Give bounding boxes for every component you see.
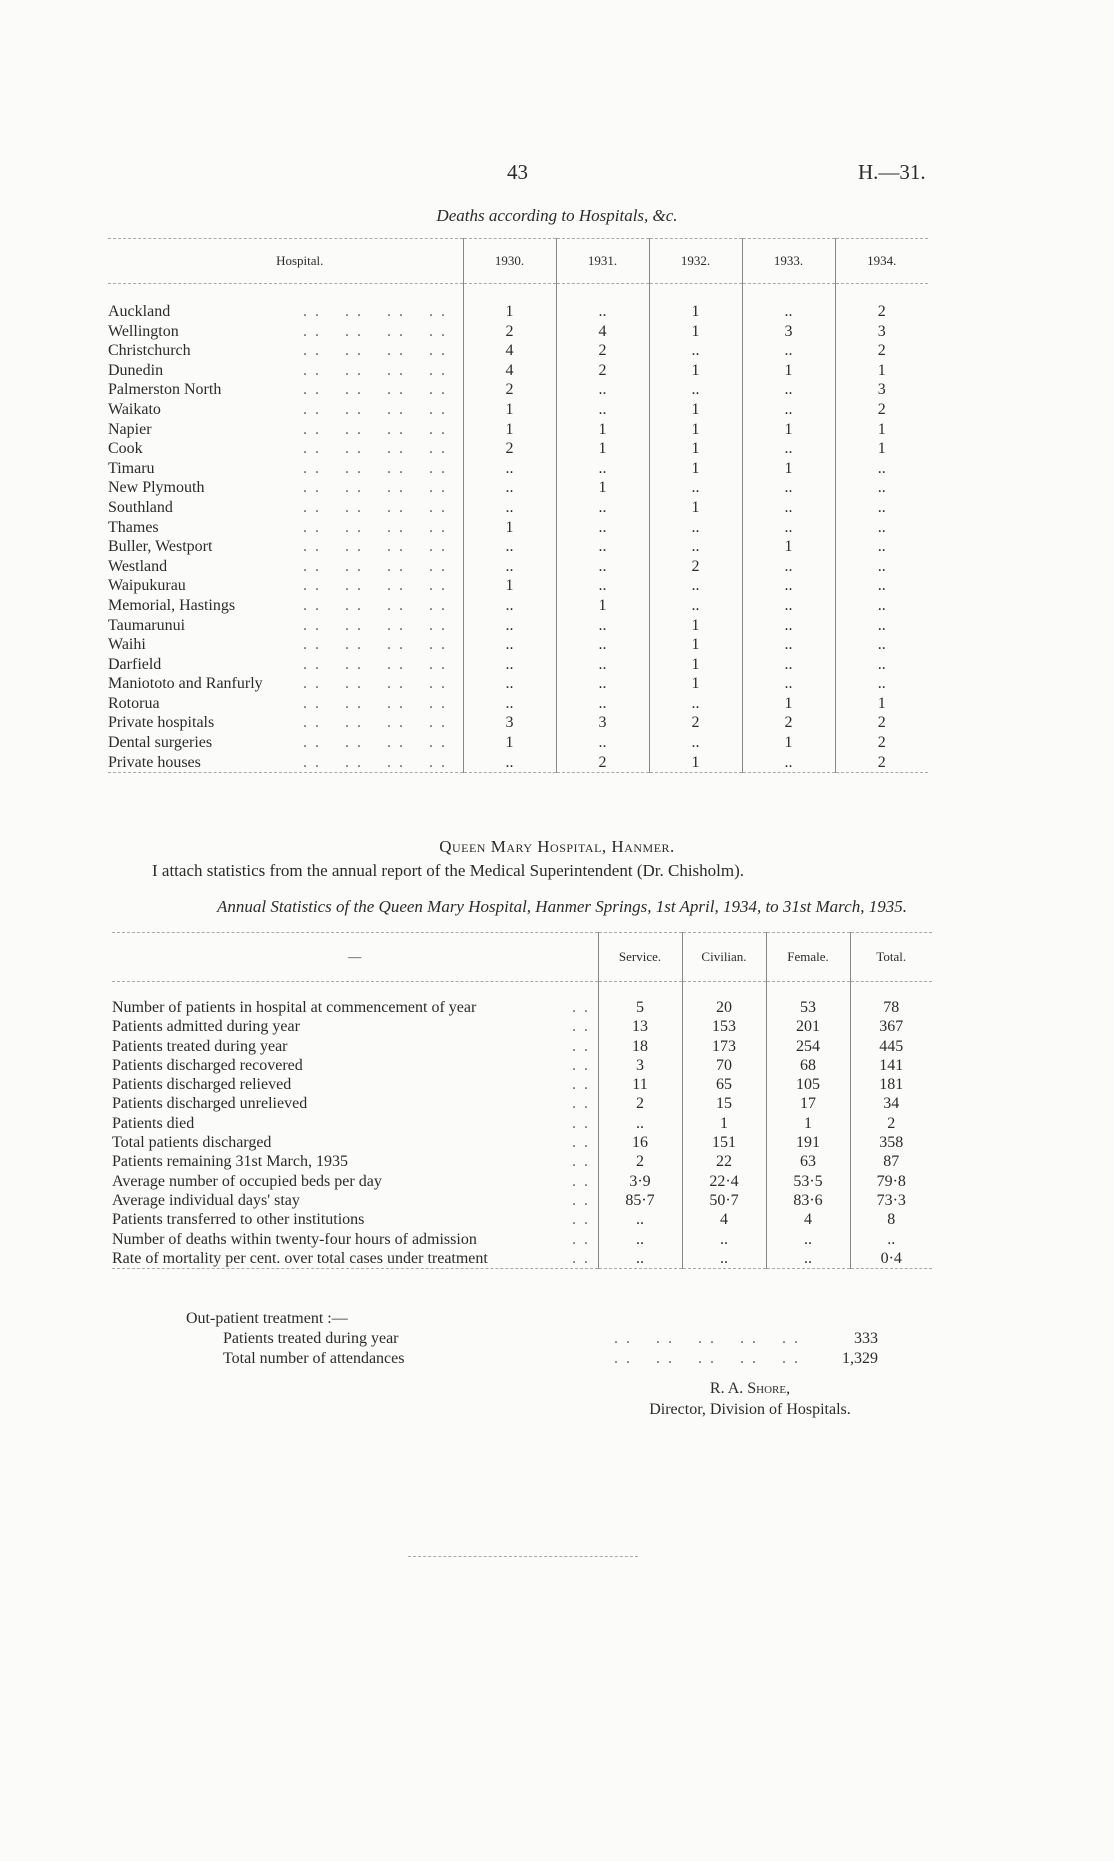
table-row: Maniototo and Ranfurly . . . . . . . . .. .. 1 .. .. <box>108 674 928 694</box>
death-count: .. <box>556 674 649 694</box>
death-count: .. <box>835 596 928 616</box>
stat-value: 87 <box>850 1152 932 1171</box>
death-count: .. <box>835 635 928 655</box>
col-service: Service. <box>598 933 682 982</box>
death-count: .. <box>742 380 835 400</box>
death-count: 1 <box>463 400 556 420</box>
col-female: Female. <box>766 933 850 982</box>
stat-value: 17 <box>766 1094 850 1113</box>
deaths-table <box>108 238 928 785</box>
death-count: 2 <box>649 713 742 733</box>
table-row: Waihi . . . . . . . . .. .. 1 .. .. <box>108 635 928 655</box>
stat-label: Number of deaths within twenty-four hours of admission <box>112 1230 477 1248</box>
table-row: Average individual days' stay . . 85·7 50·7 83·6 73·3 <box>112 1191 932 1210</box>
death-count: .. <box>742 341 835 361</box>
stat-value: 4 <box>766 1210 850 1229</box>
page-number: 43 <box>507 160 528 184</box>
end-rule <box>408 1556 638 1557</box>
death-count: .. <box>742 400 835 420</box>
death-count: 1 <box>649 361 742 381</box>
death-count: .. <box>649 733 742 753</box>
death-count: 2 <box>835 284 928 322</box>
death-count: .. <box>649 380 742 400</box>
table-row: Patients admitted during year . . 13 153 201 367 <box>112 1017 932 1036</box>
death-count: .. <box>835 459 928 479</box>
death-count: 2 <box>556 341 649 361</box>
death-count: 1 <box>649 753 742 773</box>
stat-label: Patients discharged relieved <box>112 1076 292 1094</box>
stat-value: .. <box>766 1230 850 1249</box>
death-count: 1 <box>742 420 835 440</box>
hospital-name: Memorial, Hastings <box>108 596 236 614</box>
death-count: .. <box>742 498 835 518</box>
death-count: .. <box>742 596 835 616</box>
death-count: 2 <box>463 439 556 459</box>
table-row: Thames . . . . . . . . 1 .. .. .. .. <box>108 518 928 538</box>
stat-value: 151 <box>682 1133 766 1152</box>
death-count: .. <box>649 694 742 714</box>
death-count: .. <box>463 674 556 694</box>
death-count: 1 <box>835 420 928 440</box>
stat-value: 173 <box>682 1037 766 1056</box>
death-count: 2 <box>742 713 835 733</box>
death-count: .. <box>742 655 835 675</box>
death-count: .. <box>742 635 835 655</box>
stat-value: 20 <box>682 982 766 1018</box>
table-row: Total patients discharged . . 16 151 191 358 <box>112 1133 932 1152</box>
hospital-name: Dunedin <box>108 361 164 379</box>
table-row: Timaru . . . . . . . . .. .. 1 1 .. <box>108 459 928 479</box>
death-count: 1 <box>556 478 649 498</box>
stat-value: 34 <box>850 1094 932 1113</box>
death-count: .. <box>463 753 556 773</box>
death-count: 1 <box>556 420 649 440</box>
death-count: 1 <box>649 420 742 440</box>
death-count: .. <box>649 537 742 557</box>
table-row: Wellington . . . . . . . . 2 4 1 3 3 <box>108 322 928 342</box>
stat-label: Average individual days' stay <box>112 1191 300 1209</box>
hospital-name: Waikato <box>108 400 161 418</box>
stat-value: 2 <box>850 1114 932 1133</box>
death-count: 1 <box>556 596 649 616</box>
death-count: .. <box>463 537 556 557</box>
table-row: Private hospitals . . . . . . . . 3 3 2 2 2 <box>108 713 928 733</box>
stat-label: Number of patients in hospital at commencement of year <box>112 999 477 1016</box>
death-count: 1 <box>649 322 742 342</box>
stats-header-row <box>112 933 932 982</box>
stat-value: 367 <box>850 1017 932 1036</box>
death-count: 1 <box>463 733 556 753</box>
table-row: Number of deaths within twenty-four hours of admission . . .. .. .. .. <box>112 1230 932 1249</box>
stats-table <box>112 932 932 1281</box>
stat-value: 79·8 <box>850 1172 932 1191</box>
death-count: .. <box>463 635 556 655</box>
death-count: .. <box>556 284 649 322</box>
death-count: .. <box>556 635 649 655</box>
death-count: .. <box>835 655 928 675</box>
stat-value: 11 <box>598 1075 682 1094</box>
hospital-name: Private houses <box>108 753 201 771</box>
death-count: .. <box>835 498 928 518</box>
death-count: .. <box>463 498 556 518</box>
death-count: 1 <box>649 498 742 518</box>
stat-value: 50·7 <box>682 1191 766 1210</box>
stat-value: 105 <box>766 1075 850 1094</box>
stat-value: 2 <box>598 1094 682 1113</box>
death-count: .. <box>649 478 742 498</box>
death-count: .. <box>463 694 556 714</box>
hospital-name: Waipukurau <box>108 577 186 595</box>
death-count: 1 <box>742 361 835 381</box>
table-row: Waipukurau . . . . . . . . 1 .. .. .. .. <box>108 576 928 596</box>
outpatient-value: 333 <box>854 1330 878 1347</box>
hospital-name: Christchurch <box>108 342 191 360</box>
stat-value: 191 <box>766 1133 850 1152</box>
death-count: 3 <box>835 322 928 342</box>
table-row: New Plymouth . . . . . . . . .. 1 .. .. .. <box>108 478 928 498</box>
stat-value: 3 <box>598 1056 682 1075</box>
stat-value: .. <box>682 1249 766 1269</box>
stat-value: 18 <box>598 1037 682 1056</box>
stat-value: 22·4 <box>682 1172 766 1191</box>
table-row: Patients died . . .. 1 1 2 <box>112 1114 932 1133</box>
stat-value: 153 <box>682 1017 766 1036</box>
death-count: .. <box>835 616 928 636</box>
death-count: .. <box>463 655 556 675</box>
stat-value: 22 <box>682 1152 766 1171</box>
death-count: 2 <box>835 733 928 753</box>
death-count: .. <box>742 576 835 596</box>
table-row: Taumarunui . . . . . . . . .. .. 1 .. .. <box>108 616 928 636</box>
table-row: Napier . . . . . . . . 1 1 1 1 1 <box>108 420 928 440</box>
table-row: Waikato . . . . . . . . 1 .. 1 .. 2 <box>108 400 928 420</box>
stat-value: 5 <box>598 982 682 1018</box>
table-row: Patients discharged recovered . . 3 70 68 141 <box>112 1056 932 1075</box>
death-count: 2 <box>463 380 556 400</box>
signature-name: R. A. Shore, <box>709 1380 791 1397</box>
death-count: 2 <box>835 713 928 733</box>
death-count: .. <box>742 753 835 773</box>
death-count: 2 <box>835 341 928 361</box>
stat-value: 83·6 <box>766 1191 850 1210</box>
death-count: .. <box>649 576 742 596</box>
death-count: .. <box>463 596 556 616</box>
death-count: .. <box>649 518 742 538</box>
death-count: .. <box>556 498 649 518</box>
death-count: .. <box>742 557 835 577</box>
stat-value: 141 <box>850 1056 932 1075</box>
stat-value: 15 <box>682 1094 766 1113</box>
death-count: 3 <box>835 380 928 400</box>
death-count: .. <box>742 439 835 459</box>
death-count: 1 <box>835 694 928 714</box>
death-count: 1 <box>463 284 556 322</box>
death-count: 1 <box>742 694 835 714</box>
stat-value: 445 <box>850 1037 932 1056</box>
stat-value: 358 <box>850 1133 932 1152</box>
hospital-name: Maniototo and Ranfurly <box>108 675 263 693</box>
hospital-name: Napier <box>108 420 152 438</box>
death-count: .. <box>742 478 835 498</box>
death-count: 1 <box>649 616 742 636</box>
stat-value: 3·9 <box>598 1172 682 1191</box>
stat-value: .. <box>850 1230 932 1249</box>
death-count: 3 <box>742 322 835 342</box>
outpatient-label: Patients treated during year <box>223 1330 399 1347</box>
stat-value: 1 <box>766 1114 850 1133</box>
death-count: .. <box>835 537 928 557</box>
col-description: — <box>348 949 362 964</box>
table-row: Dental surgeries . . . . . . . . 1 .. .. 1 2 <box>108 733 928 753</box>
death-count: 1 <box>463 576 556 596</box>
death-count: .. <box>556 576 649 596</box>
stat-value: 53 <box>766 982 850 1018</box>
outpatient-value: 1,329 <box>842 1350 878 1367</box>
stat-value: 53·5 <box>766 1172 850 1191</box>
hospital-name: Palmerston North <box>108 381 222 399</box>
table-row: Cook . . . . . . . . 2 1 1 .. 1 <box>108 439 928 459</box>
death-count: 1 <box>463 420 556 440</box>
stat-value: .. <box>598 1230 682 1249</box>
report-reference: H.—31. <box>858 160 926 184</box>
stat-value: 4 <box>682 1210 766 1229</box>
stat-label: Average number of occupied beds per day <box>112 1172 382 1190</box>
stat-value: .. <box>598 1210 682 1229</box>
death-count: .. <box>742 284 835 322</box>
col-1930: 1930. <box>463 239 556 284</box>
death-count: .. <box>556 400 649 420</box>
death-count: .. <box>649 596 742 616</box>
stat-value: 201 <box>766 1017 850 1036</box>
hospital-name: Darfield <box>108 655 162 673</box>
death-count: 4 <box>463 361 556 381</box>
stat-label: Patients transferred to other institutions <box>112 1211 365 1229</box>
death-count: .. <box>463 616 556 636</box>
stat-label: Rate of mortality per cent. over total cases under treatment <box>112 1249 488 1267</box>
table-row: Patients discharged unrelieved . . 2 15 17 34 <box>112 1094 932 1113</box>
outpatient-row: Total number of attendances . . . . . . . . . . 1,329 <box>223 1350 878 1367</box>
col-1934: 1934. <box>835 239 928 284</box>
death-count: .. <box>556 616 649 636</box>
col-1931: 1931. <box>556 239 649 284</box>
death-count: 1 <box>742 459 835 479</box>
stat-label: Patients treated during year <box>112 1037 288 1055</box>
hospital-name: Cook <box>108 440 143 458</box>
table-row: Patients treated during year . . 18 173 254 445 <box>112 1037 932 1056</box>
death-count: .. <box>556 694 649 714</box>
stat-label: Total patients discharged <box>112 1134 272 1152</box>
death-count: 1 <box>649 400 742 420</box>
death-count: 3 <box>556 713 649 733</box>
col-total: Total. <box>850 933 932 982</box>
table-row: Dunedin . . . . . . . . 4 2 1 1 1 <box>108 361 928 381</box>
col-civilian: Civilian. <box>682 933 766 982</box>
stat-value: .. <box>682 1230 766 1249</box>
death-count: 1 <box>649 439 742 459</box>
death-count: .. <box>835 478 928 498</box>
stat-label: Patients discharged unrelieved <box>112 1095 308 1113</box>
stat-label: Patients remaining 31st March, 1935 <box>112 1153 348 1171</box>
stat-value: 78 <box>850 982 932 1018</box>
stat-value: 65 <box>682 1075 766 1094</box>
table-row: Patients discharged relieved . . 11 65 105 181 <box>112 1075 932 1094</box>
death-count: .. <box>835 674 928 694</box>
death-count: 4 <box>463 341 556 361</box>
death-count: 1 <box>835 439 928 459</box>
outpatient-row: Patients treated during year . . . . . . . . . . 333 <box>223 1330 878 1347</box>
table-row: Westland . . . . . . . . .. .. 2 .. .. <box>108 557 928 577</box>
death-count: 2 <box>556 361 649 381</box>
hospital-name: Waihi <box>108 636 146 654</box>
hospital-name: Thames <box>108 518 159 536</box>
hospital-name: Dental surgeries <box>108 734 213 752</box>
death-count: .. <box>463 557 556 577</box>
stat-value: 16 <box>598 1133 682 1152</box>
hospital-name: New Plymouth <box>108 479 205 497</box>
stat-value: 13 <box>598 1017 682 1036</box>
death-count: 4 <box>556 322 649 342</box>
col-1933: 1933. <box>742 239 835 284</box>
death-count: .. <box>556 459 649 479</box>
death-count: .. <box>463 459 556 479</box>
death-count: 1 <box>649 284 742 322</box>
death-count: .. <box>556 537 649 557</box>
death-count: .. <box>742 518 835 538</box>
death-count: 1 <box>835 361 928 381</box>
death-count: 2 <box>835 400 928 420</box>
table-row: Rate of mortality per cent. over total cases under treatment . . .. .. .. 0·4 <box>112 1249 932 1269</box>
death-count: .. <box>835 518 928 538</box>
hospital-name: Southland <box>108 498 173 516</box>
death-count: .. <box>835 557 928 577</box>
death-count: 1 <box>742 537 835 557</box>
death-count: .. <box>556 733 649 753</box>
stat-value: 254 <box>766 1037 850 1056</box>
outpatient-heading: Out-patient treatment :— <box>186 1310 348 1327</box>
table-row: Private houses . . . . . . . . .. 2 1 .. 2 <box>108 753 928 773</box>
signature-title: Director, Division of Hospitals. <box>649 1401 851 1418</box>
death-count: .. <box>556 557 649 577</box>
hospital-name: Westland <box>108 557 168 575</box>
death-count: .. <box>835 576 928 596</box>
death-count: .. <box>556 380 649 400</box>
table-row: Patients remaining 31st March, 1935 . . 2 22 63 87 <box>112 1152 932 1171</box>
deaths-caption: Deaths according to Hospitals, &c. <box>436 206 678 225</box>
stat-value: .. <box>598 1249 682 1269</box>
hospital-name: Timaru <box>108 459 155 477</box>
table-row: Average number of occupied beds per day . . 3·9 22·4 53·5 79·8 <box>112 1172 932 1191</box>
table-row: Christchurch . . . . . . . . 4 2 .. .. 2 <box>108 341 928 361</box>
death-count: .. <box>463 478 556 498</box>
death-count: .. <box>556 655 649 675</box>
stats-caption: Annual Statistics of the Queen Mary Hospital, Hanmer Springs, 1st April, 1934, to 31st March, 1935. <box>217 897 907 916</box>
death-count: 3 <box>463 713 556 733</box>
death-count: 1 <box>649 655 742 675</box>
death-count: 1 <box>556 439 649 459</box>
stat-value: 73·3 <box>850 1191 932 1210</box>
stat-value: .. <box>598 1114 682 1133</box>
hospital-name: Private hospitals <box>108 714 215 732</box>
stat-label: Patients admitted during year <box>112 1018 300 1036</box>
stat-value: 1 <box>682 1114 766 1133</box>
col-1932: 1932. <box>649 239 742 284</box>
stat-value: 181 <box>850 1075 932 1094</box>
death-count: 1 <box>649 635 742 655</box>
stat-label: Patients discharged recovered <box>112 1056 303 1074</box>
deaths-header-row <box>108 239 928 284</box>
death-count: .. <box>742 616 835 636</box>
table-row: Auckland . . . . . . . . 1 .. 1 .. 2 <box>108 284 928 322</box>
hospital-name: Rotorua <box>108 694 160 712</box>
stat-value: 70 <box>682 1056 766 1075</box>
table-row: Palmerston North . . . . . . . . 2 .. .. .. 3 <box>108 380 928 400</box>
table-row: Memorial, Hastings . . . . . . . . .. 1 .. .. .. <box>108 596 928 616</box>
stat-value: 63 <box>766 1152 850 1171</box>
death-count: 2 <box>835 753 928 773</box>
qmh-intro: I attach statistics from the annual report of the Medical Superintendent (Dr. Chisholm). <box>152 861 745 880</box>
table-row: Buller, Westport . . . . . . . . .. .. .. 1 .. <box>108 537 928 557</box>
death-count: 1 <box>649 459 742 479</box>
death-count: 2 <box>463 322 556 342</box>
stat-value: 85·7 <box>598 1191 682 1210</box>
death-count: 1 <box>649 674 742 694</box>
stat-label: Patients died <box>112 1114 195 1132</box>
stat-value: 8 <box>850 1210 932 1229</box>
table-row: Number of patients in hospital at commencement of year . . 5 20 53 78 <box>112 982 932 1018</box>
death-count: 1 <box>463 518 556 538</box>
hospital-name: Auckland <box>108 303 171 320</box>
col-hospital: Hospital. <box>276 253 324 268</box>
hospital-name: Buller, Westport <box>108 538 213 556</box>
table-row: Darfield . . . . . . . . .. .. 1 .. .. <box>108 655 928 675</box>
death-count: 2 <box>649 557 742 577</box>
death-count: 1 <box>742 733 835 753</box>
qmh-title: Queen Mary Hospital, Hanmer. <box>439 837 675 856</box>
hospital-name: Taumarunui <box>108 616 186 634</box>
stat-value: 0·4 <box>850 1249 932 1269</box>
death-count: .. <box>649 341 742 361</box>
death-count: .. <box>556 518 649 538</box>
table-row: Rotorua . . . . . . . . .. .. .. 1 1 <box>108 694 928 714</box>
stat-value: 68 <box>766 1056 850 1075</box>
table-row: Southland . . . . . . . . .. .. 1 .. .. <box>108 498 928 518</box>
death-count: .. <box>742 674 835 694</box>
outpatient-label: Total number of attendances <box>223 1350 405 1367</box>
stat-value: .. <box>766 1249 850 1269</box>
table-row: Patients transferred to other institutions . . .. 4 4 8 <box>112 1210 932 1229</box>
death-count: 2 <box>556 753 649 773</box>
stat-value: 2 <box>598 1152 682 1171</box>
hospital-name: Wellington <box>108 322 179 340</box>
